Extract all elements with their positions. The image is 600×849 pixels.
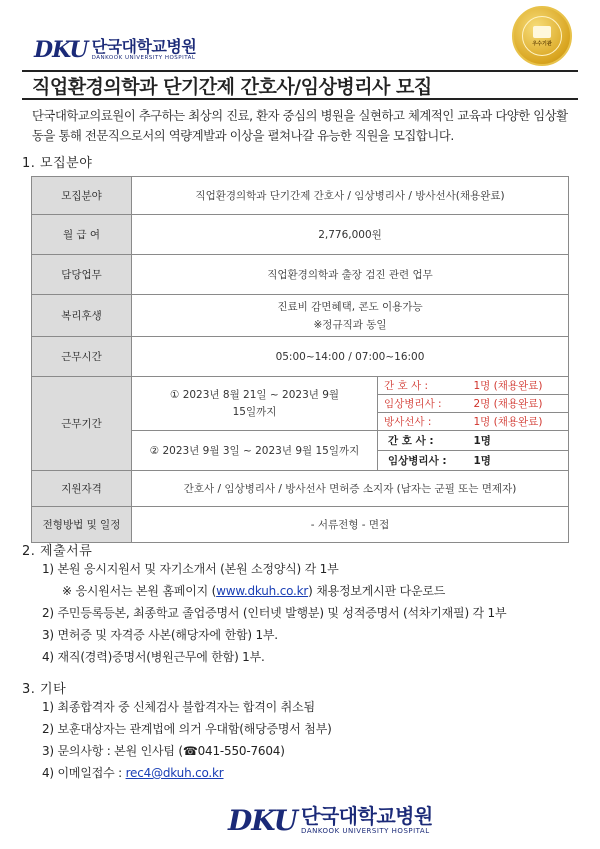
doc-item-1-note [42, 580, 506, 602]
label-field: 모집분야 [32, 177, 132, 215]
label-period: 근무기간 [32, 377, 132, 471]
etc-item-2: 2) 보훈대상자는 관계법에 의거 우대함(해당증명서 첨부) [42, 722, 332, 736]
title-bar [22, 70, 578, 100]
doc-item-1: 1) 본원 응시지원서 및 자기소개서 (본원 소정양식) 각 1부 [42, 562, 339, 576]
period2-role-1: 간 호 사 : [378, 431, 474, 451]
period2-role-2: 임상병리사 : [378, 451, 474, 471]
footer-logo-english: DANKOOK UNIVERSITY HOSPITAL [301, 827, 430, 835]
period2-count-2: 1명 [474, 451, 569, 471]
label-welfare: 복리후생 [32, 295, 132, 337]
period1-count-1: 1명 (채용완료) [474, 377, 569, 395]
award-badge-icon [512, 6, 572, 66]
value-welfare [132, 295, 569, 337]
header [22, 0, 578, 70]
period2-text: ② 2023년 9월 3일 ~ 2023년 9월 15일까지 [132, 431, 378, 471]
label-hours: 근무시간 [32, 337, 132, 377]
section-title-documents: 2. 제출서류 [22, 544, 93, 559]
label-duty: 담당업무 [32, 255, 132, 295]
doc-item-3: 3) 면허증 및 자격증 사본(해당자에 한함) 1부. [42, 628, 278, 642]
etc-item-4 [42, 762, 332, 784]
value-hours: 05:00~14:00 / 07:00~16:00 [132, 337, 569, 377]
documents-list [42, 558, 506, 668]
period2-count-1: 1명 [474, 431, 569, 451]
value-field: 직업환경의학과 단기간제 간호사 / 임상병리사 / 방사선사(채용완료) [132, 177, 569, 215]
period1-text: ① 2023년 8월 21일 ~ 2023년 9월 15일까지 [132, 377, 378, 431]
logo-korean-name: 단국대학교병원 [91, 37, 197, 56]
etc-item-1: 1) 최종합격자 중 신체검사 불합격자는 합격이 취소됨 [42, 700, 315, 714]
welfare-line2: ※정규직과 동일 [313, 319, 387, 331]
footer-logo[interactable] [228, 806, 433, 835]
doc-note-suffix: ) 채용정보게시판 다운로드 [308, 584, 446, 598]
intro-paragraph: 단국대학교의료원이 추구하는 최상의 진료, 환자 중심의 병원을 실현하고 체계적인 교육과 다양한 임상활동을 통해 전문직으로서의 역량계발과 이상을 펼쳐나갈 유능한 직원을 모집합니다. [32, 109, 568, 143]
label-salary: 월 급 여 [32, 215, 132, 255]
homepage-link[interactable]: www.dkuh.co.kr [216, 584, 309, 598]
hospital-logo[interactable] [34, 38, 196, 61]
etc-item-3: 3) 문의사항 : 본원 인사팀 (☎041-550-7604) [42, 744, 285, 758]
doc-item-2: 2) 주민등록등본, 최종학교 졸업증명서 (인터넷 발행분) 및 성적증명서 (석차기재필) 각 1부 [42, 606, 507, 620]
period1-role-3: 방사선사 : [378, 413, 474, 431]
value-qualification: 간호사 / 임상병리사 / 방사선사 면허증 소지자 (남자는 군필 또는 면제자) [132, 471, 569, 507]
email-label: 4) 이메일접수 : [42, 766, 126, 780]
etc-list [42, 696, 332, 784]
recruitment-table [31, 176, 569, 543]
period1-count-3: 1명 (채용완료) [474, 413, 569, 431]
section-title-recruitment: 1. 모집분야 [22, 156, 93, 171]
book-icon [533, 26, 551, 38]
period1-role-2: 임상병리사 : [378, 395, 474, 413]
label-process: 전형방법 및 일정 [32, 507, 132, 543]
logo-mark: DKU [34, 37, 88, 63]
badge-text: 우수기관 [532, 40, 552, 47]
logo-english-name: DANKOOK UNIVERSITY HOSPITAL [91, 55, 196, 61]
value-duty: 직업환경의학과 출장 검진 관련 업무 [132, 255, 569, 295]
welfare-line1: 진료비 감면혜택, 콘도 이용가능 [277, 301, 423, 313]
value-salary: 2,776,000원 [132, 215, 569, 255]
period1-role-1: 간 호 사 : [378, 377, 474, 395]
label-qualification: 지원자격 [32, 471, 132, 507]
doc-note-prefix: ※ 응시원서는 본원 홈페이지 ( [62, 584, 217, 598]
section-title-etc: 3. 기타 [22, 682, 67, 697]
value-process: - 서류전형 - 면접 [132, 507, 569, 543]
doc-item-4: 4) 재직(경력)증명서(병원근무에 한함) 1부. [42, 650, 265, 664]
email-link[interactable]: rec4@dkuh.co.kr [125, 766, 224, 780]
footer-logo-mark: DKU [228, 804, 298, 837]
page-title: 직업환경의학과 단기간제 간호사/임상병리사 모집 [32, 75, 432, 98]
footer-logo-korean: 단국대학교병원 [301, 804, 433, 828]
period1-count-2: 2명 (채용완료) [474, 395, 569, 413]
